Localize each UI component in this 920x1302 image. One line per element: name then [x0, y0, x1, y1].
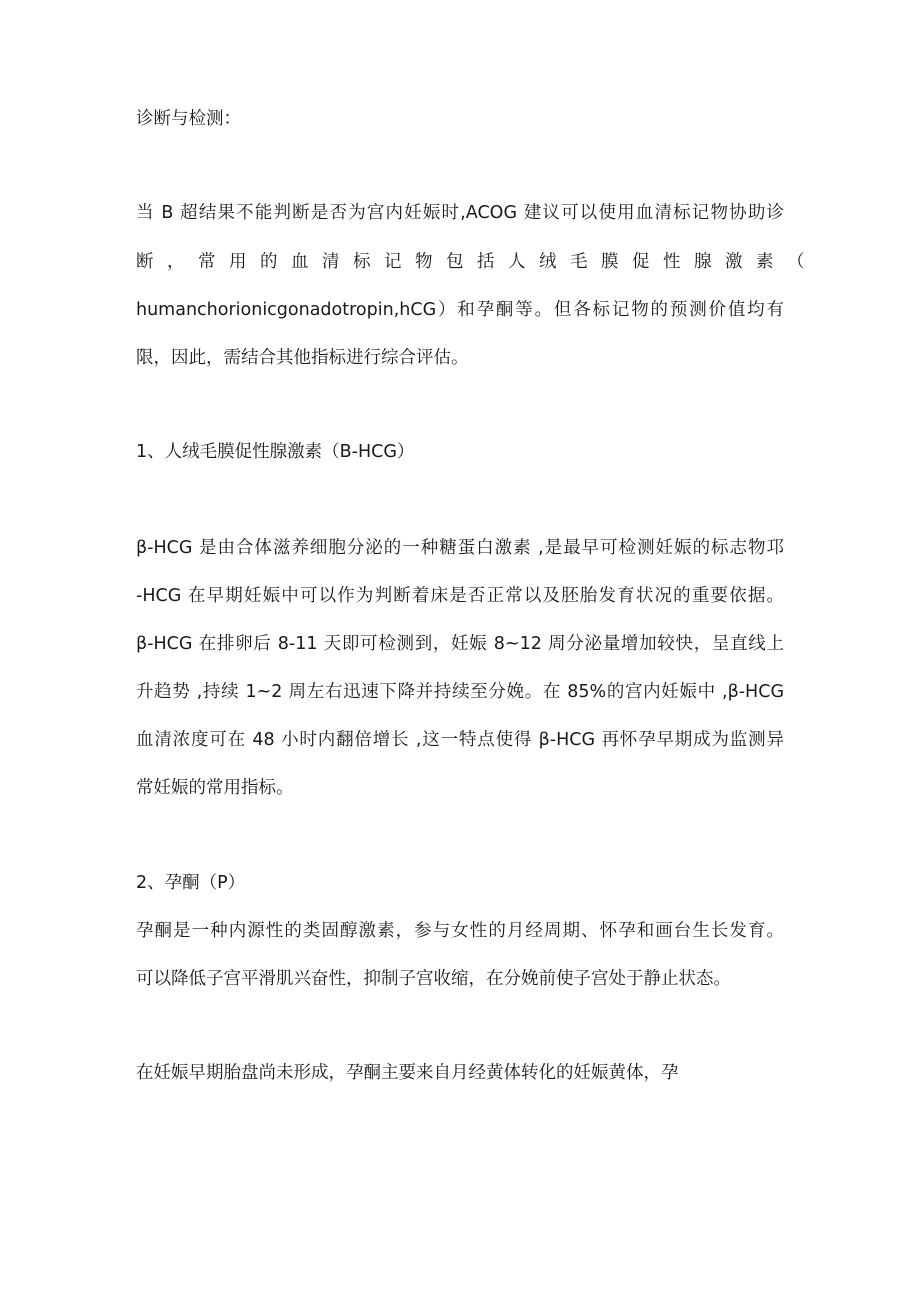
intro-line: humanchorionicgonadotropin,hCG）和孕酮等。但各标记物的预测价值均有	[136, 300, 784, 320]
heading: 诊断与检测：	[136, 109, 241, 129]
section2-title: 2、孕酮（P）	[136, 873, 246, 893]
section1-line: β-HCG 是由合体滋养细胞分泌的一种糖蛋白激素 ,是最早可检测妊娠的标志物邛	[136, 538, 784, 558]
intro-line: 限，因此，需结合其他指标进行综合评估。	[136, 348, 469, 368]
section1-line: 常妊娠的常用指标。	[136, 778, 294, 798]
closing-line: 在妊娠早期胎盘尚未形成，孕酮主要来自月经黄体转化的妊娠黄体，孕	[136, 1063, 679, 1083]
intro-line: 当 B 超结果不能判断是否为宫内妊娠时,ACOG 建议可以使用血清标记物协助诊	[136, 203, 784, 223]
section1-line: -HCG 在早期妊娠中可以作为判断着床是否正常以及胚胎发育状况的重要依据。	[136, 586, 784, 606]
section1-line: 血清浓度可在 48 小时内翻倍增长 ,这一特点使得 β-HCG 再怀孕早期成为监测异	[136, 730, 784, 750]
section2-line: 孕酮是一种内源性的类固醇激素，参与女性的月经周期、怀孕和画台生长发育。	[136, 921, 784, 941]
section2-line: 可以降低子宫平滑肌兴奋性，抑制子宫收缩，在分娩前使子宫处于静止状态。	[136, 969, 731, 989]
intro-line: 断，常用的血清标记物包括人绒毛膜促性腺激素（	[136, 252, 818, 272]
section1-title: 1、人绒毛膜促性腺激素（B-HCG）	[136, 442, 415, 462]
section1-line: 升趋势 ,持续 1~2 周左右迅速下降并持续至分娩。在 85%的宫内妊娠中 ,β-HCG	[136, 682, 784, 702]
section1-line: β-HCG 在排卵后 8-11 天即可检测到，妊娠 8~12 周分泌量增加较快，呈直线上	[136, 634, 784, 654]
